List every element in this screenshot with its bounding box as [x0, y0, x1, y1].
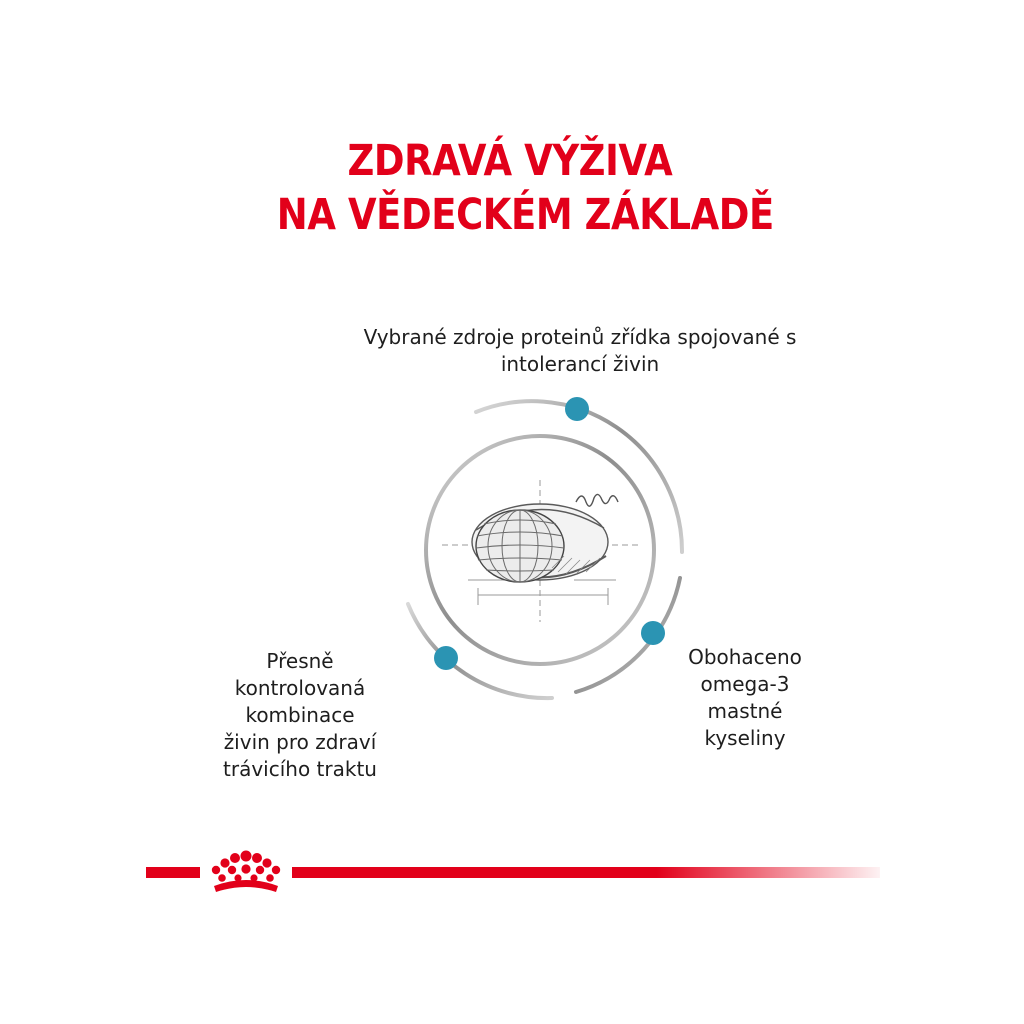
- callout-protein-sources: Vybrané zdroje proteinů zřídka spojované s intolerancí živin: [363, 325, 797, 376]
- headline-line-2: NA VĚDECKÉM ZÁKLADĚ: [276, 190, 774, 240]
- callout-omega-3: Obohaceno omega-3 mastné kyseliny: [688, 645, 802, 750]
- annotation-scribble: [576, 494, 618, 506]
- band-right-stripe: [292, 867, 880, 878]
- headline: [77, 134, 958, 242]
- teal-dot-top: [565, 397, 589, 421]
- callout-controlled-nutrients: Přesně kontrolovaná kombinace živin pro zdraví trávicího traktu: [223, 649, 377, 781]
- teal-dot-left: [434, 646, 458, 670]
- headline-line-1: ZDRAVÁ VÝŽIVA: [347, 136, 673, 186]
- kibble-sketch: [472, 504, 608, 582]
- band-left-stripe: [146, 867, 200, 878]
- outer-arc-left: [408, 604, 552, 698]
- footer-brand-band: [146, 848, 880, 898]
- teal-dot-right: [641, 621, 665, 645]
- royal-canin-crown-icon: [202, 848, 290, 898]
